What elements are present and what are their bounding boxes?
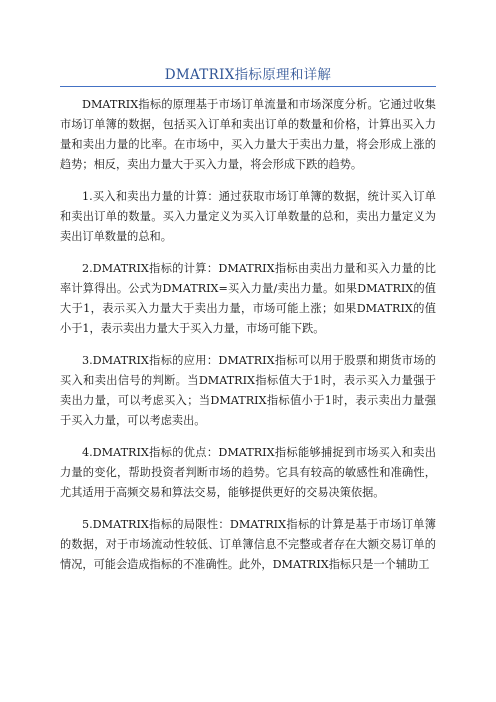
paragraph-calculation: 2.DMATRIX指标的计算：DMATRIX指标由卖出力量和买入力量的比率计算得出。公式为DMATRIX=买入力量/卖出力量。如果DMATRIX的值大于1，表示买入力量大于卖出力量，市场可能上涨；如果DMATRIX的值小于1，表示卖出力量大于买入力量，市场可能下跌。: [60, 262, 436, 335]
document-body: [60, 95, 436, 587]
paragraph-buy-sell-force: 1.买入和卖出力量的计算：通过获取市场订单簿的数据，统计买入订单和卖出订单的数量。买入力量定义为买入订单数量的总和，卖出力量定义为卖出订单数量的总和。: [60, 190, 436, 243]
document-title: DMATRIX指标原理和详解: [164, 67, 332, 83]
paragraph-advantages: 4.DMATRIX指标的优点：DMATRIX指标能够捕捉到市场买入和卖出力量的变化，帮助投资者判断市场的趋势。它具有较高的敏感性和准确性，尤其适用于高频交易和算法交易，能够提供更好的交易决策依据。: [60, 446, 436, 499]
paragraph-application: 3.DMATRIX指标的应用：DMATRIX指标可以用于股票和期货市场的买入和卖出信号的判断。当DMATRIX指标值大于1时，表示买入力量强于卖出力量，可以考虑买入；当DMATRIX指标值小于1时，表示卖出力量强于买入力量，可以考虑卖出。: [60, 354, 436, 427]
intro-paragraph: DMATRIX指标的原理基于市场订单流量和市场深度分析。它通过收集市场订单簿的数据，包括买入订单和卖出订单的数量和价格，计算出买入力量和卖出力量的比率。在市场中，买入力量大于卖出力量，将会形成上涨的趋势；相反，卖出力量大于买入力量，将会形成下跌的趋势。: [60, 98, 436, 171]
paragraph-limitations: 5.DMATRIX指标的局限性：DMATRIX指标的计算是基于市场订单簿的数据，对于市场流动性较低、订单簿信息不完整或者存在大额交易订单的情况，可能会造成指标的不准确性。此外，DMATRIX指标只是一个辅助工: [60, 518, 436, 571]
title-divider: [60, 86, 436, 87]
